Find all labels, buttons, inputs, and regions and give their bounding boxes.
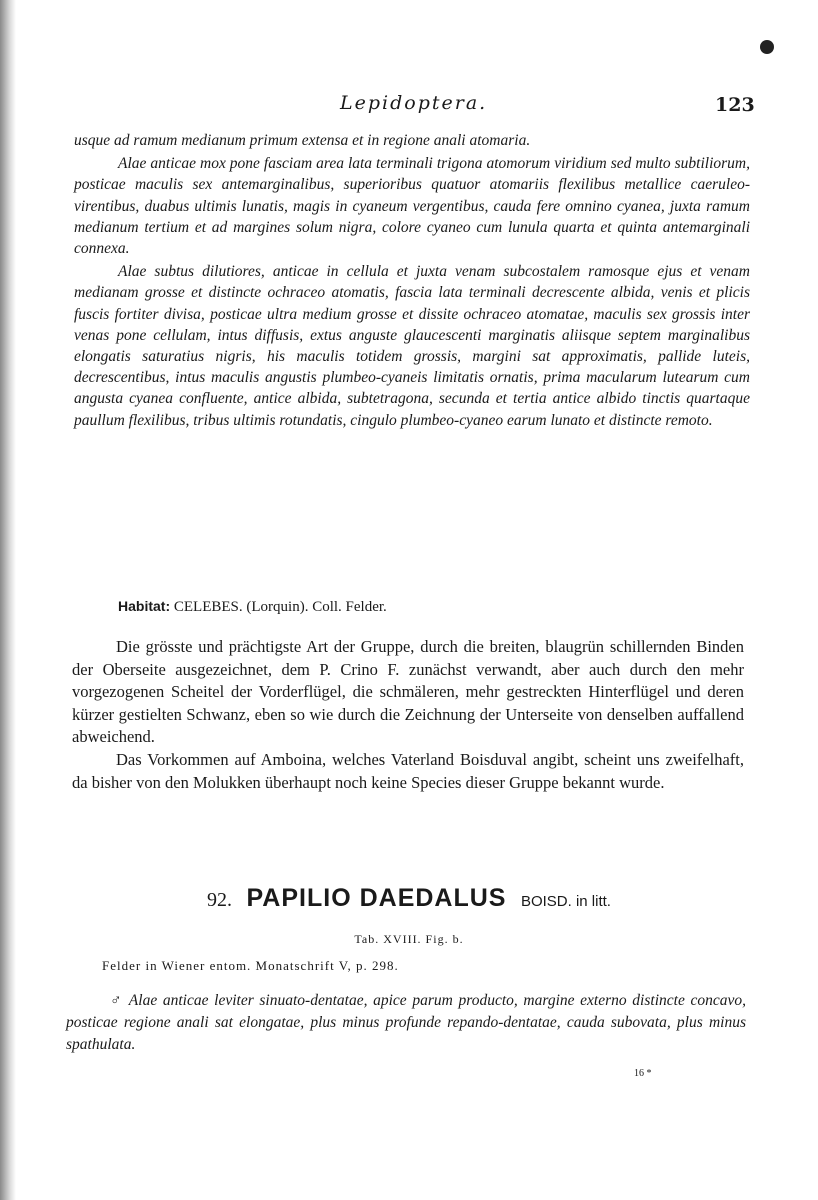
- running-head: [0, 92, 818, 120]
- species-heading: [0, 884, 818, 913]
- habitat-text: CELEBES. (Lorquin). Coll. Felder.: [173, 599, 387, 615]
- german-commentary: [72, 636, 744, 794]
- literature-citation: Felder in Wiener entom. Monatschrift V, p. 298.: [102, 958, 399, 973]
- latin-description: [74, 130, 750, 431]
- page-binding-shadow: [0, 0, 16, 1200]
- plate-reference: Tab. XVIII. Fig. b.: [354, 932, 464, 946]
- german-paragraph-2: Das Vorkommen auf Amboina, welches Vaterland Boisduval angibt, scheint uns zweifelhaft, da bisher von den Molukken überhaupt noch keine Species dieser Gruppe bekannt wurde.: [72, 749, 744, 792]
- page-number: 123: [715, 94, 755, 116]
- species-description: [66, 990, 746, 1056]
- description-paragraph: ♂ Alae anticae leviter sinuato-dentatae, apice parum producto, margine externo distincte concavo, posticae regione anali sat elongatae, plus minus profunde repando-dentatae, cauda subovata, plus minus spathulata.: [66, 992, 746, 1053]
- latin-paragraph-2: Alae anticae mox pone fasciam area lata terminali trigona atomorum viridium sed multo subtiliorum, posticae maculis sex antemarginalibus, superioribus quatuor atomariis flexilibus metallice caeruleo-virentibus, duabus ultimis lunatis, magis in cyaneum vergentibus, cauda fere omnino cyanea, juxta ramum medianum tertium et ad margines solum nigra, colore cyaneo cum lunula quarta et quinta antemarginali connexa.: [74, 155, 750, 258]
- latin-paragraph-3: Alae subtus dilutiores, anticae in cellula et juxta venam subcostalem ramosque ejus et venam medianam grosse et distincte ochraceo atomatis, fascia lata terminali decrescente albida, venis et plicis fuscis fortiter divisa, posticae ultra medium grosse et dissite ochraceo atomatae, maculis sex grossis inter venas pone cellulam, intus diffusis, extus anguste glaucescenti marginatis aliisque septem marginalibus elongatis saturatius nigris, his maculis totidem grossis, margini sat approximatis, pallide luteis, decrescentibus, intus maculis angustis plumbeo-cyaneis limitatis ornatis, prima macularum lutearum cum angusta cyanea confluente, antice albida, subtetragona, secunda et tertia antice albido tinctis quartaque paullum flexilibus, tribus ultimis rotundatis, cingulo plumbeo-cyaneo earum lunato et distincte remoto.: [74, 263, 750, 429]
- habitat-line: [118, 598, 758, 616]
- habitat-label: Habitat:: [118, 598, 171, 614]
- signature-mark: 16 *: [634, 1068, 652, 1079]
- latin-paragraph-1: usque ad ramum medianum primum extensa et in regione anali atomaria.: [74, 132, 531, 149]
- running-head-title: Lepidoptera.: [340, 92, 488, 114]
- german-paragraph-1: Die grösste und prächtigste Art der Gruppe, durch die breiten, blaugrün schillernden Binden der Oberseite ausgezeichnet, dem P. Crino F. zunächst verwandt, aber auch durch den mehr vorgezogenen Scheitel der Vorderflügel, die schmäleren, mehr gestreckten Hinterflügel und deren kürzer gestielten Schwanz, eben so wie durch die Zeichnung der Unterseite von denselben auffallend abweichend.: [72, 637, 744, 747]
- species-author: BOISD. in litt.: [520, 893, 611, 910]
- species-name: PAPILIO DAEDALUS: [246, 884, 507, 912]
- species-number: 92.: [207, 889, 233, 911]
- ink-blot: [760, 40, 774, 54]
